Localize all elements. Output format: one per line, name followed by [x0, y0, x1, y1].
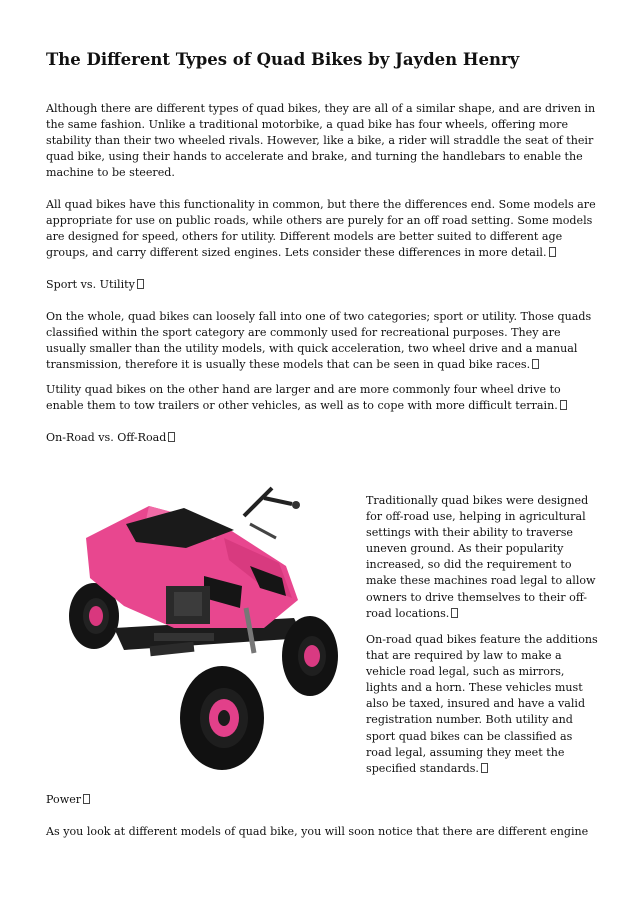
document-title: The Different Types of Quad Bikes by Jayden Henry — [46, 50, 520, 69]
missing-glyph-box — [560, 400, 567, 410]
paragraph-power: As you look at different models of quad bike, you will soon notice that there are different engine — [46, 825, 589, 838]
heading-sport-vs-utility: Sport vs. Utility — [46, 277, 598, 293]
missing-glyph-box — [481, 763, 488, 773]
paragraph-off-road: Traditionally quad bikes were designed for off-road use, helping in agricultural settings with their ability to traverse uneven ground. As their popularity increased, so did the requirement to make these machines road legal to allow owners to drive themselves to their off-road locations. — [366, 494, 596, 620]
missing-glyph-box — [137, 279, 144, 289]
missing-glyph-box — [83, 794, 90, 804]
heading-on-road-vs-off-road: On-Road vs. Off-Road — [46, 430, 598, 446]
paragraph-on-road: On-road quad bikes feature the additions that are required by law to make a vehicle road legal, such as mirrors, lights and a horn. These vehicles must also be taxed, insured and have a valid registration number. Both utility and sport quad bikes can be classified as road legal, assuming they meet the specified standards. — [366, 633, 598, 775]
missing-glyph-box — [451, 608, 458, 618]
missing-glyph-box — [549, 247, 556, 257]
missing-glyph-box — [168, 432, 175, 442]
heading-power: Power — [46, 792, 598, 808]
paragraph-sport: On the whole, quad bikes can loosely fall into one of two categories; sport or utility. Those quads classified within the sport category are commonly used for recreational purposes. They are usually smaller than the utility models, with quick acceleration, two wheel drive and a manual transmission, therefore it is usually these models that can be seen in quad bike races. — [46, 310, 592, 372]
paragraph-functionality: All quad bikes have this functionality in common, but there the differences end. Some models are appropriate for use on public roads, while others are purely for an off road setting. Some models are designed for speed, others for utility. Different models are better suited to different age groups, and carry different sized engines. Lets consider these differences in more detail. — [46, 198, 596, 260]
missing-glyph-box — [532, 359, 539, 369]
pink-quad-bike-image — [54, 478, 354, 778]
quad-bike-illustration — [69, 488, 338, 770]
paragraph-intro: Although there are different types of quad bikes, they are all of a similar shape, and are driven in the same fashion. Unlike a traditional motorbike, a quad bike has four wheels, offering more stability than their two wheeled rivals. However, like a bike, a rider will straddle the seat of their quad bike, using their hands to accelerate and brake, and turning the handlebars to enable the machine to be steered. — [46, 102, 596, 180]
paragraph-utility: Utility quad bikes on the other hand are larger and are more commonly four wheel drive to enable them to tow trailers or other vehicles, as well as to cope with more difficult terrain. — [46, 382, 598, 414]
